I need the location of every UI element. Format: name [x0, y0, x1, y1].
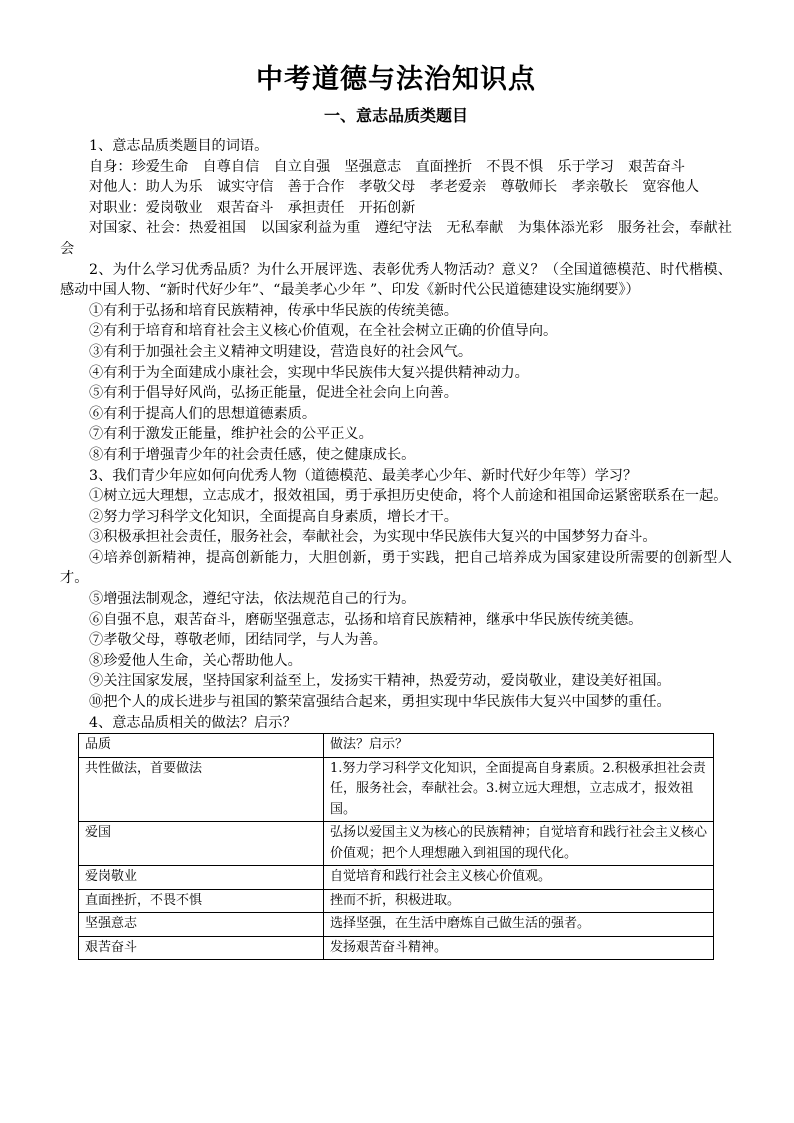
q2-answer: ③有利于加强社会主义精神文明建设，营造良好的社会风气。: [89, 343, 473, 360]
table-cell-quality: 直面挫折，不畏不惧: [79, 889, 324, 913]
table-cell-quality: 坚强意志: [79, 913, 324, 937]
qualities-table: [78, 733, 714, 960]
q2-answer: ⑧有利于增强青少年的社会责任感，使之健康成长。: [89, 446, 416, 463]
table-cell-quality: 爱国: [79, 822, 324, 866]
table-row: [79, 889, 714, 913]
q1-line-country: 对国家、社会：热爱祖国 以国家利益为重 遵纪守法 无私奉献 为集体添光彩 服务社会，奉献社会: [60, 220, 732, 257]
question-1: 1、意志品质类题目的词语。: [89, 138, 269, 154]
table-header-row: [79, 734, 714, 758]
table-cell-practice: 1.努力学习科学文化知识，全面提高自身素质。2.积极承担社会责任，服务社会，奉献社会。3.树立远大理想，立志成才，报效祖国。: [324, 757, 714, 822]
q3-answer: ④培养创新精神，提高创新能力，大胆创新，勇于实践，把自己培养成为国家建设所需要的创新型人才。: [60, 549, 732, 587]
table-cell-practice: 挫而不折，积极进取。: [324, 889, 714, 913]
table-cell-practice: 自觉培育和践行社会主义核心价值观。: [324, 866, 714, 890]
page-title: 中考道德与法治知识点: [256, 64, 536, 95]
q3-answer: ⑩把个人的成长进步与祖国的繁荣富强结合起来，勇担实现中华民族伟大复兴中国梦的重任。: [89, 694, 671, 711]
q3-answer: ⑨关注国家发展，坚持国家利益至上，发扬实干精神，热爱劳动，爱岗敬业，建设美好祖国。: [89, 673, 671, 690]
table-row: [79, 757, 714, 822]
q2-answer: ②有利于培育和培育社会主义核心价值观，在全社会树立正确的价值导向。: [89, 323, 558, 340]
table-header-cell: 品质: [79, 734, 324, 758]
q1-line-career: 对职业：爱岗敬业 艰苦奋斗 承担责任 开拓创新: [89, 199, 416, 216]
table-cell-practice: 弘扬以爱国主义为核心的民族精神；自觉培育和践行社会主义核心价值观；把个人理想融入到祖国的现代化。: [324, 822, 714, 866]
q2-answer: ④有利于为全面建成小康社会，实现中华民族伟大复兴提供精神动力。: [89, 364, 529, 381]
q2-answer: ⑤有利于倡导好风尚，弘扬正能量，促进全社会向上向善。: [89, 385, 458, 402]
q3-answer: ①树立远大理想，立志成才，报效祖国，勇于承担历史使命，将个人前途和祖国命运紧密联系在一起。: [89, 488, 728, 505]
q3-answer: ⑦孝敬父母，尊敬老师，团结同学，与人为善。: [89, 632, 387, 649]
q3-answer: ②努力学习科学文化知识，全面提高自身素质，增长才干。: [89, 508, 458, 525]
q3-answer: ③积极承担社会责任，服务社会，奉献社会，为实现中华民族伟大复兴的中国梦努力奋斗。: [89, 529, 657, 546]
q2-answer: ⑥有利于提高人们的思想道德素质。: [89, 405, 317, 422]
table-row: [79, 822, 714, 866]
question-2: 2、为什么学习优秀品质？为什么开展评选、表彰优秀人物活动？意义？（全国道德模范、时代楷模、感动中国人物、“新时代好少年”、“最美孝心少年 ”、印发《新时代公民道德建设实施纲要》）: [60, 261, 732, 299]
table-cell-quality: 共性做法，首要做法: [79, 757, 324, 822]
question-3: 3、我们青少年应如何向优秀人物（道德模范、最美孝心少年、新时代好少年等）学习？: [89, 467, 638, 484]
q1-line-others: 对他人：助人为乐 诚实守信 善于合作 孝敬父母 孝老爱亲 尊敬师长 孝亲敬长 宽容他人: [89, 179, 700, 196]
q3-answer: ⑤增强法制观念，遵纪守法，依法规范自己的行为。: [89, 591, 416, 608]
table-row: [79, 913, 714, 937]
q3-answer: ⑥自强不息，艰苦奋斗，磨砺坚强意志，弘扬和培育民族精神，继承中华民族传统美德。: [89, 611, 643, 628]
document-page: [60, 62, 732, 960]
q2-answer: ⑦有利于激发正能量，维护社会的公平正义。: [89, 426, 373, 443]
section-heading: 一、意志品质类题目: [323, 106, 468, 125]
table-cell-quality: 艰苦奋斗: [79, 936, 324, 960]
table-cell-practice: 选择坚强，在生活中磨炼自己做生活的强者。: [324, 913, 714, 937]
question-4: 4、意志品质相关的做法？启示？: [89, 714, 297, 731]
q2-answer: ①有利于弘扬和培育民族精神，传承中华民族的传统美德。: [89, 302, 458, 319]
table-header-cell: 做法？启示？: [324, 734, 714, 758]
q1-line-self: 自身：珍爱生命 自尊自信 自立自强 坚强意志 直面挫折 不畏不惧 乐于学习 艰苦奋斗: [89, 158, 685, 175]
q3-answer: ⑧珍爱他人生命，关心帮助他人。: [89, 652, 302, 669]
table-cell-practice: 发扬艰苦奋斗精神。: [324, 936, 714, 960]
table-row: [79, 866, 714, 890]
table-cell-quality: 爱岗敬业: [79, 866, 324, 890]
table-row: [79, 936, 714, 960]
